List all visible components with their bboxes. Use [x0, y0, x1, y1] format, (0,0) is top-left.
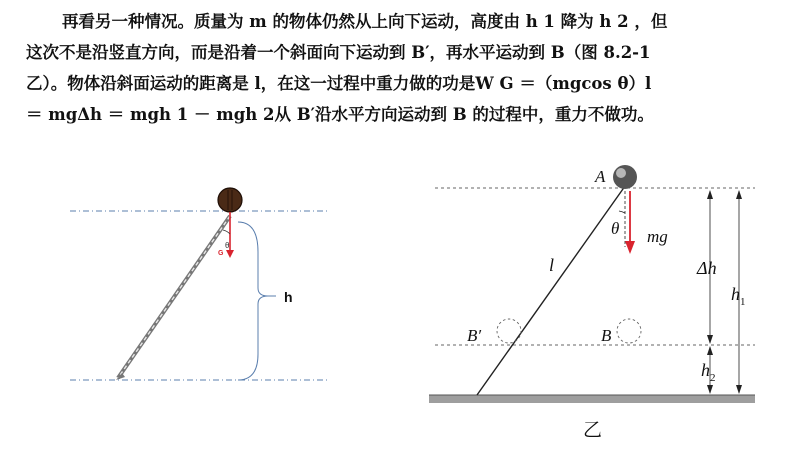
theta-arc — [223, 230, 230, 234]
h2-arrow-top — [707, 346, 713, 355]
left-incline-figure — [70, 176, 332, 388]
paragraph-line-1: 再看另一种情况。质量为 m 的物体仍然从上向下运动，高度由 h 1 降为 h 2 ，但 — [62, 12, 668, 31]
ground — [429, 395, 755, 403]
h2-arrow-bottom — [707, 385, 713, 394]
label-a: A — [595, 167, 606, 186]
gravity-arrow-head — [226, 250, 234, 258]
l-label: l — [549, 255, 555, 275]
ball-a-highlight — [616, 168, 626, 178]
ball — [218, 188, 242, 212]
left-figure-svg — [70, 176, 332, 388]
right-incline-figure — [425, 155, 785, 445]
figure-caption: 乙 — [583, 420, 603, 441]
h1-arrow-bottom — [736, 385, 742, 394]
g-label: G — [218, 250, 224, 257]
ball-a — [613, 165, 637, 189]
delta-h-arrow-top — [707, 190, 713, 199]
h1-label: $h_1$ — [731, 284, 746, 308]
paragraph-line-2: 这次不是沿竖直方向，而是沿着一个斜面向下运动到 B′，再水平运动到 B（图 8.2-1 — [26, 43, 651, 62]
ball-b — [617, 319, 641, 343]
label-b-prime: B′ — [467, 326, 482, 345]
h2-label: $h_2$ — [701, 360, 716, 384]
h-label: h — [284, 289, 293, 305]
theta-label: θ — [225, 241, 230, 250]
ball-b-prime — [497, 319, 521, 343]
h-brace — [238, 222, 268, 380]
mg-arrow-head — [625, 241, 635, 254]
body-paragraph — [26, 6, 778, 130]
theta-right: θ — [611, 219, 620, 238]
delta-h-arrow-bottom — [707, 335, 713, 344]
incline-line — [477, 172, 635, 395]
paragraph-line-3: 乙）。物体沿斜面运动的距离是 l，在这一过程中重力做的功是W G ＝（mgcos θ）l — [26, 74, 652, 93]
h1-arrow-top — [736, 190, 742, 199]
theta-arc-right — [619, 211, 625, 213]
paragraph-line-4: ＝ mgΔh ＝ mgh 1 － mgh 2从 B′沿水平方向运动到 B 的过程中，重力不做功。 — [26, 105, 654, 124]
right-figure-svg — [425, 155, 785, 445]
mg-label: mg — [647, 227, 668, 246]
delta-h-label: Δh — [697, 258, 717, 278]
label-b: B — [601, 326, 612, 345]
